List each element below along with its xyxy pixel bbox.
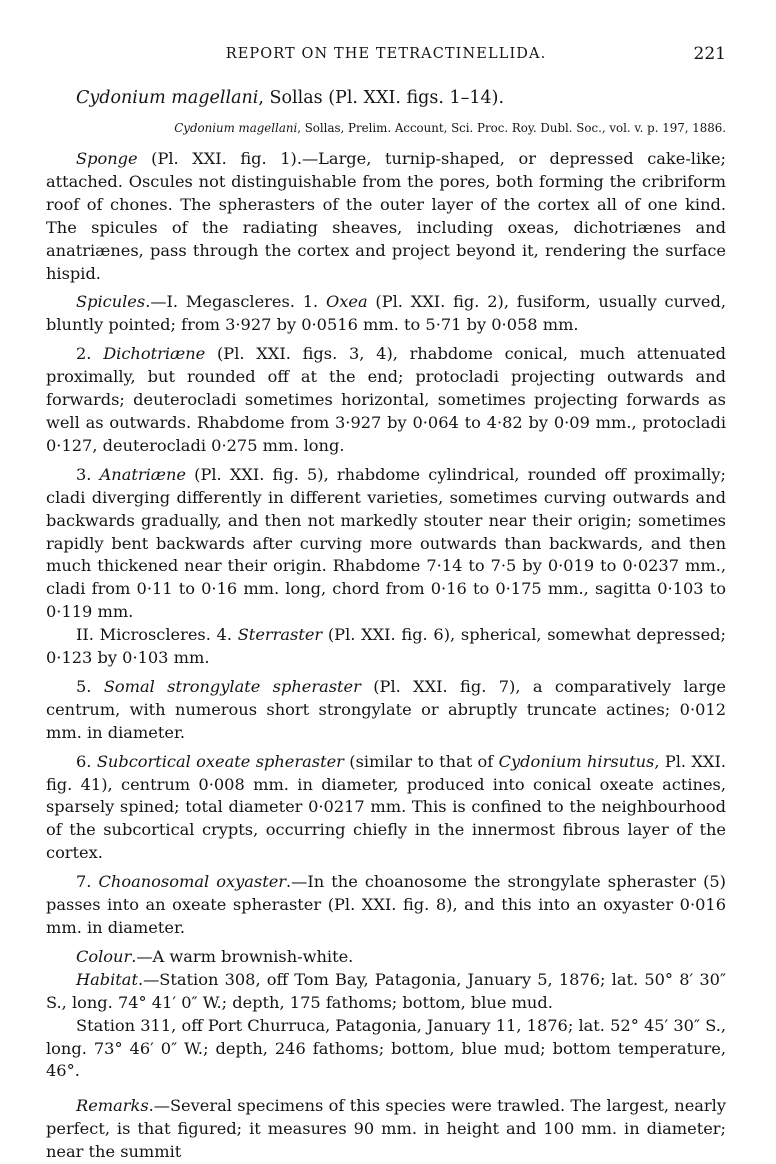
habitat-label: Habitat (76, 969, 138, 989)
paragraph-spicules (46, 291, 726, 337)
sterraster-label: Sterraster (237, 625, 323, 645)
paragraph-remarks (46, 1095, 726, 1164)
species-author: , Sollas (Pl. XXI. figs. 1–14). (258, 88, 505, 108)
anatriaene-text: (Pl. XXI. fig. 5), rhabdome cylindrical, rounded off proximally; cladi diverging differently in different varieties, sometimes curving outwards and backwards gradually, and then not markedly stouter near their origin; sometimes rapidly bent backwards after curving more outwards than backwards, and then much thickened near their origin. Rhabdome 7·14 to 7·5 by 0·019 to 0·0237 mm., cladi from 0·11 to 0·16 mm. long, chord from 0·16 to 0·175 mm., sagitta 0·103 to 0·119 mm. (46, 464, 726, 622)
page-number: 221 (693, 44, 726, 64)
subcortical-text-b: , Pl. XXI. fig. 41), centrum 0·008 mm. in diameter, produced into conical oxeate actines, sparsely spined; total diameter 0·0217 mm. This is confined to the neighbourhood of the subcortical crypts, occurring chiefly in the innermost fibrous layer of the cortex. (46, 751, 726, 863)
subcortical-number: 6. (76, 751, 97, 771)
page-header (46, 44, 726, 66)
colour-label: Colour (76, 946, 132, 966)
body-text (46, 148, 726, 1164)
paragraph-sterraster (46, 624, 726, 670)
anatriaene-number: 3. (76, 464, 100, 484)
subcortical-ref-species: Cydonium hirsutus (498, 751, 655, 771)
spicules-label: Spicules (76, 292, 146, 312)
choanosomal-label: Choanosomal oxyaster (98, 872, 287, 892)
sterraster-text-b: (Pl. XXI. fig. 6), spherical, somewhat depressed; 0·123 by 0·103 mm. (46, 625, 726, 668)
remarks-label: Remarks (76, 1096, 149, 1116)
paragraph-dichotriaene (46, 343, 726, 458)
anatriaene-label: Anatriæne (99, 464, 187, 484)
remarks-text: .—Several specimens of this species were trawled. The largest, nearly perfect, is that figured; it measures 90 mm. in height and 100 mm. in diameter; near the summit (46, 1096, 726, 1162)
colour-text: .—A warm brownish-white. (131, 946, 354, 966)
paragraph-choanosomal (46, 871, 726, 940)
citation-text: , Sollas, Prelim. Account, Sci. Proc. Roy. Dubl. Soc., vol. v. p. 197, 1886. (297, 121, 726, 135)
spicules-text-a: .—I. Megascleres. 1. (145, 292, 326, 312)
somal-number: 5. (76, 676, 104, 696)
subcortical-text-a: (similar to that of (343, 751, 499, 771)
dichotriaene-number: 2. (76, 344, 104, 364)
paragraph-subcortical (46, 751, 726, 866)
running-title: REPORT ON THE TETRACTINELLIDA. (225, 46, 547, 62)
dichotriaene-label: Dichotriæne (103, 344, 206, 364)
sterraster-text-a: II. Microscleres. 4. (76, 625, 238, 645)
choanosomal-text: .—In the choanosome the strongylate spheraster (5) passes into an oxeate spheraster (Pl. XXI. fig. 8), and this into an oxyaster 0·016 mm. in diameter. (46, 872, 726, 937)
species-title (76, 88, 504, 108)
dichotriaene-text: (Pl. XXI. figs. 3, 4), rhabdome conical, much attenuated proximally, but rounded off at the end; protocladi projecting outwards and forwards; deuterocladi sometimes horizontal, sometimes projecting forwards as well as outwards. Rhabdome from 3·927 by 0·064 to 4·82 by 0·09 mm., protocladi 0·127, deuterocladi 0·275 mm. long. (46, 344, 727, 455)
sponge-text: (Pl. XXI. fig. 1).—Large, turnip-shaped, or depressed cake-like; attached. Oscules not distinguishable from the pores, both forming the cribriform roof of chones. The spherasters of the outer layer of the cortex all of one kind. The spicules of the radiating sheaves, including oxeas, dichotriænes and anatriænes, pass through the cortex and project beyond it, rendering the surface hispid. (46, 149, 726, 283)
subcortical-label: Subcortical oxeate spheraster (96, 751, 344, 771)
paragraph-habitat (46, 969, 726, 1015)
paragraph-sponge (46, 148, 726, 285)
habitat-text: .—Station 308, off Tom Bay, Patagonia, January 5, 1876; lat. 50° 8′ 30″ S., long. 74° 41′ 0″ W.; depth, 175 fathoms; bottom, blue mud. (46, 969, 726, 1012)
citation (174, 121, 726, 135)
somal-label: Somal strongylate spheraster (103, 676, 361, 696)
oxea-label: Oxea (325, 292, 368, 312)
somal-text: (Pl. XXI. fig. 7), a comparatively large centrum, with numerous short strongylate or abruptly truncate actines; 0·012 mm. in diameter. (46, 676, 727, 742)
paragraph-station-311: Station 311, off Port Churruca, Patagonia, January 11, 1876; lat. 52° 45′ 30″ S., long. 73° 46′ 0″ W.; depth, 246 fathoms; bottom, blue mud; bottom temperature, 46°. (46, 1015, 726, 1081)
paragraph-somal (46, 676, 726, 745)
species-name: Cydonium magellani (76, 88, 259, 108)
choanosomal-number: 7. (76, 872, 99, 892)
sponge-label: Sponge (76, 149, 138, 168)
citation-species: Cydonium magellani (174, 121, 298, 135)
paragraph-anatriaene (46, 464, 726, 624)
spicules-text-b: (Pl. XXI. fig. 2), fusiform, usually curved, bluntly pointed; from 3·927 by 0·0516 mm. to 5·71 by 0·058 mm. (46, 292, 727, 335)
paragraph-colour (46, 946, 726, 969)
